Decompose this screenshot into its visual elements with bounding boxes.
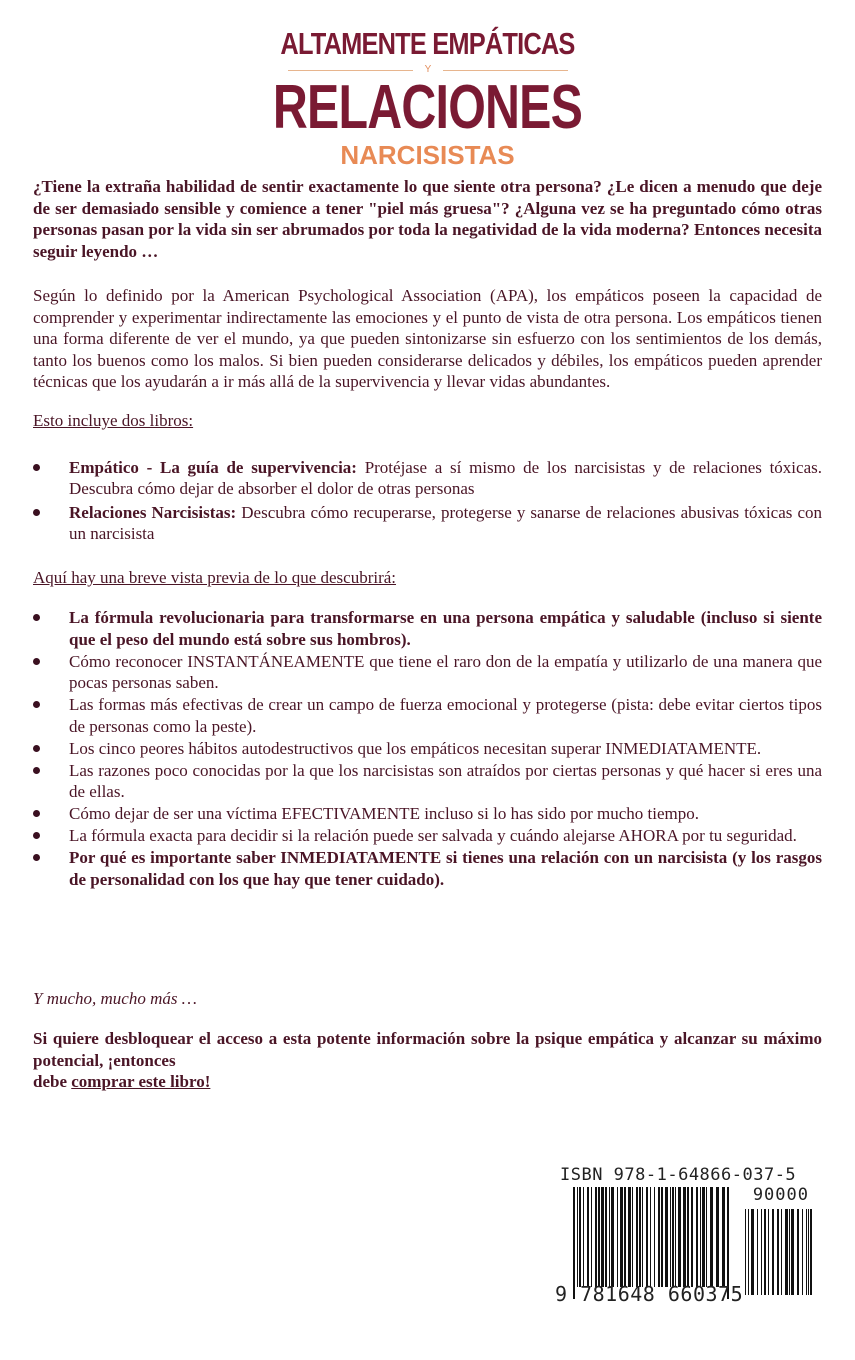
barcode-bar [595, 1187, 597, 1287]
bullet-icon [33, 464, 40, 471]
preview-text: Los cinco peores hábitos autodestructivos que los empáticos necesitan superar INMEDIATAMENTE. [69, 738, 762, 758]
cta-text: Si quiere desbloquear el acceso a esta potente información sobre la psique empática y alcanzar su máximo potencial, ¡entonces [33, 1029, 822, 1070]
price-code: 90000 [752, 1185, 809, 1205]
barcode-bar [670, 1187, 671, 1287]
addon-bar [802, 1209, 803, 1295]
barcode-bar [611, 1187, 614, 1287]
barcode-bar [722, 1187, 725, 1287]
more-text: Y mucho, mucho más … [33, 989, 197, 1008]
preview-text: Cómo reconocer INSTANTÁNEAMENTE que tiene el raro don de la empatía y utilizarlo de una manera que pocas personas saben. [69, 651, 822, 692]
addon-bar [772, 1209, 774, 1295]
barcode-bar [696, 1187, 698, 1287]
barcode-bar [632, 1187, 633, 1287]
barcode-bar [642, 1187, 643, 1287]
preview-item [33, 651, 822, 695]
preview-list [33, 607, 822, 891]
barcode-bar [587, 1187, 589, 1287]
addon-bar [789, 1209, 790, 1295]
barcode-bar [620, 1187, 623, 1287]
bullet-icon [33, 767, 40, 774]
preview-text: La fórmula exacta para decidir si la relación puede ser salvada y cuándo alejarse AHORA por tu seguridad. [69, 826, 797, 845]
book-description: Descubra cómo recuperarse, protegerse y sanarse de relaciones abusivas tóxicas con un narcisista [69, 503, 823, 543]
isbn-barcode [555, 1165, 815, 1310]
bullet-icon [33, 832, 40, 839]
cta-prefix: debe [33, 1072, 72, 1091]
preview-text: La fórmula revolucionaria para transformarse en una persona empática y saludable (incluso si siente que el peso del mundo está sobre sus hombros). [69, 608, 822, 649]
preview-text: Las formas más efectivas de crear un campo de fuerza emocional y protegerse (pista: debe evitar ciertos tipos de personas como la peste). [69, 695, 822, 736]
barcode-bar [678, 1187, 681, 1287]
book-title: Empático - La guía de supervivencia: [69, 458, 357, 477]
barcode-bar [646, 1187, 648, 1287]
barcode-bar [577, 1187, 578, 1287]
bullet-icon [33, 745, 40, 752]
list-item [33, 457, 822, 499]
addon-bar [757, 1209, 758, 1295]
description-paragraph: Según lo definido por la American Psychological Association (APA), los empáticos poseen la capacidad de comprender y experimentar indirectamente las emociones y el punto de vista de otra persona. Los empáticos tienen una forma diferente de ver el mundo, ya que pueden sintonizarse sin esfuerzo con los sentimientos de los demás, tanto los buenos como los malos. Si bien pueden considerarse delicados y débiles, los empáticos pueden aprender técnicas que los ayudarán a ir más allá de la supervivencia y llevar vidas abundantes. [33, 286, 822, 391]
title-connector: Y [424, 64, 432, 75]
addon-bar [806, 1209, 807, 1295]
bullet-icon [33, 810, 40, 817]
barcode-bar [658, 1187, 660, 1287]
call-to-action [33, 1028, 822, 1093]
addon-bar [745, 1209, 746, 1295]
bullet-icon [33, 854, 40, 861]
preview-item [33, 738, 822, 760]
title-line-3: NARCISISTAS [340, 140, 515, 170]
barcode-bar [702, 1187, 705, 1287]
addon-bar [781, 1209, 782, 1295]
barcode-bar [598, 1187, 600, 1287]
barcode-bar [683, 1187, 686, 1287]
addon-bar [791, 1209, 794, 1295]
list-item [33, 502, 822, 544]
barcode-bar [672, 1187, 674, 1287]
preview-text: Las razones poco conocidas por la que los narcisistas son atraídos por ciertas personas y qué hacer si eres una de ellas. [69, 760, 822, 801]
barcode-bar [639, 1187, 641, 1287]
addon-bar [768, 1209, 769, 1295]
bullet-icon [33, 701, 40, 708]
bullet-icon [33, 658, 40, 665]
barcode-bar [628, 1187, 631, 1287]
buy-book-link[interactable]: comprar este libro! [71, 1072, 211, 1091]
barcode-bar [675, 1187, 676, 1287]
addon-bar [777, 1209, 779, 1295]
barcode-bar [710, 1187, 713, 1287]
addon-bar [810, 1209, 812, 1295]
barcode-bar [687, 1187, 689, 1287]
barcode-bar [654, 1187, 655, 1287]
addon-bar [808, 1209, 809, 1295]
barcode-bar [661, 1187, 663, 1287]
intro-paragraph: ¿Tiene la extraña habilidad de sentir exactamente lo que siente otra persona? ¿Le dicen a menudo que deje de ser demasiado sensible y comience a tener "piel más gruesa"? ¿Alguna vez se ha preguntado cómo otras personas pasan por la vida sin ser abrumados por toda la negatividad de la vida moderna? Entonces necesita seguir leyendo … [33, 177, 822, 261]
barcode-bar [665, 1187, 668, 1287]
books-heading: Esto incluye dos libros: [33, 411, 194, 430]
barcode-bar [579, 1187, 581, 1287]
addon-bar [761, 1209, 762, 1295]
barcode-bar [636, 1187, 638, 1287]
ean-number: 9 781648 660375 [555, 1282, 744, 1306]
preview-item [33, 825, 822, 847]
barcode-bar [650, 1187, 651, 1287]
preview-item [33, 760, 822, 804]
addon-bar [785, 1209, 788, 1295]
preview-text: Por qué es importante saber INMEDIATAMENTE si tienes una relación con un narcisista (y los rasgos de personalidad con los que hay que tener cuidado). [69, 848, 822, 889]
preview-heading: Aquí hay una breve vista previa de lo que descubrirá: [33, 568, 397, 587]
barcode-bar [700, 1187, 701, 1287]
preview-item [33, 694, 822, 738]
book-description: Protéjase a sí mismo de los narcisistas y de relaciones tóxicas. Descubra cómo dejar de absorber el dolor de otras personas [69, 458, 822, 498]
addon-bar [748, 1209, 749, 1295]
preview-item [33, 803, 822, 825]
book-title: Relaciones Narcisistas: [69, 503, 237, 522]
barcode-bar [624, 1187, 626, 1287]
preview-item [33, 607, 822, 651]
barcode-bar [706, 1187, 707, 1287]
bullet-icon [33, 509, 40, 516]
barcode-bar [716, 1187, 719, 1287]
barcode-bar [583, 1187, 584, 1287]
bullet-icon [33, 614, 40, 621]
addon-bar [751, 1209, 754, 1295]
title-line-2: RELACIONES [272, 73, 583, 142]
isbn-text: ISBN 978-1-64866-037-5 [560, 1165, 797, 1185]
barcode-bar [591, 1187, 592, 1287]
barcode-bar [617, 1187, 618, 1287]
preview-item [33, 847, 822, 890]
barcode-bar [605, 1187, 607, 1287]
barcode-bar [609, 1187, 610, 1287]
barcode-bar [691, 1187, 693, 1287]
books-list [33, 457, 822, 544]
preview-text: Cómo dejar de ser una víctima EFECTIVAMENTE incluso si lo has sido por mucho tiempo. [69, 804, 700, 823]
title-line-1: ALTAMENTE EMPÁTICAS [280, 26, 575, 61]
barcode-bar [601, 1187, 604, 1287]
addon-bar [797, 1209, 799, 1295]
addon-bar [764, 1209, 766, 1295]
